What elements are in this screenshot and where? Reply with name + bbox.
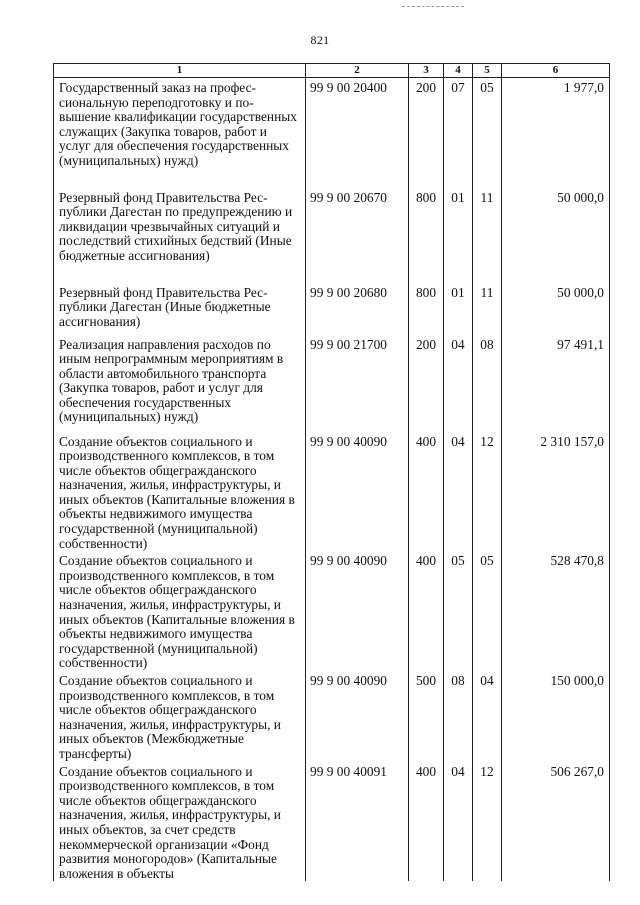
expense-name: Создание объектов социального и производственного комплексов, в том числе объектов общегражданского назначения, жилья, инфраструктуры, и иных объектов (Капитальные вложения в объекты недвижимого имущества государственной (муниципальной) собственности) — [54, 551, 306, 671]
subsection-code: 05 — [473, 78, 502, 188]
table-row — [54, 78, 610, 188]
table-row — [54, 671, 610, 762]
column-header-1: 1 — [54, 64, 306, 78]
expense-name: Государственный заказ на профессиональную переподготовку и повышение квалификации государственных служащих (Закупка товаров, работ и услуг для обеспечения государственных (муниципальных) нужд) — [54, 78, 306, 188]
section-code: 08 — [444, 671, 473, 762]
page-number: 821 — [310, 33, 330, 47]
amount: 150 000,0 — [502, 671, 610, 762]
amount: 97 491,1 — [502, 335, 610, 432]
amount: 528 470,8 — [502, 551, 610, 671]
subsection-code: 08 — [473, 335, 502, 432]
subsection-code: 05 — [473, 551, 502, 671]
target-code: 99 9 00 40091 — [306, 762, 409, 882]
expense-type-code: 500 — [409, 671, 444, 762]
subsection-code: 12 — [473, 432, 502, 552]
subsection-code: 11 — [473, 188, 502, 283]
expense-name: Резервный фонд Правительства Республики Дагестан (Иные бюджетные ассигнования) — [54, 283, 306, 335]
table-row — [54, 551, 610, 671]
column-header-6: 6 — [502, 64, 610, 78]
top-edge-rule — [402, 6, 464, 7]
expense-name: Резервный фонд Правительства Республики Дагестан по предупреждению и ликвидации чрезвычайных ситуаций и последствий стихийных бедствий (Иные бюджетные ассигнования) — [54, 188, 306, 283]
expense-type-code: 200 — [409, 335, 444, 432]
table-row — [54, 188, 610, 283]
target-code: 99 9 00 40090 — [306, 671, 409, 762]
section-code: 07 — [444, 78, 473, 188]
expense-type-code: 400 — [409, 762, 444, 882]
table-row — [54, 432, 610, 552]
target-code: 99 9 00 20670 — [306, 188, 409, 283]
section-code: 04 — [444, 762, 473, 882]
budget-table — [53, 63, 610, 881]
expense-name: Реализация направления расходов по иным непрограммным мероприятиям в области автомобильного транспорта (Закупка товаров, работ и услуг для обеспечения государственных (муниципальных) нужд) — [54, 335, 306, 432]
amount: 2 310 157,0 — [502, 432, 610, 552]
amount: 50 000,0 — [502, 188, 610, 283]
target-code: 99 9 00 40090 — [306, 551, 409, 671]
table-body — [54, 78, 610, 882]
section-code: 05 — [444, 551, 473, 671]
expense-type-code: 400 — [409, 432, 444, 552]
section-code: 01 — [444, 188, 473, 283]
expense-type-code: 800 — [409, 283, 444, 335]
table-row — [54, 335, 610, 432]
expense-type-code: 800 — [409, 188, 444, 283]
amount: 50 000,0 — [502, 283, 610, 335]
section-code: 04 — [444, 335, 473, 432]
expense-name: Создание объектов социального и производственного комплексов, в том числе объектов общегражданского назначения, жилья, инфраструктуры, и иных объектов, за счет средств некоммерческой организации «Фонд развития моногородов» (Капитальные вложения в объекты — [54, 762, 306, 882]
expense-name: Создание объектов социального и производственного комплексов, в том числе объектов общегражданского назначения, жилья, инфраструктуры, и иных объектов (Межбюджетные трансферты) — [54, 671, 306, 762]
column-header-3: 3 — [409, 64, 444, 78]
section-code: 01 — [444, 283, 473, 335]
header-row — [54, 64, 610, 78]
subsection-code: 12 — [473, 762, 502, 882]
expense-type-code: 400 — [409, 551, 444, 671]
table-row — [54, 283, 610, 335]
expense-type-code: 200 — [409, 78, 444, 188]
column-header-2: 2 — [306, 64, 409, 78]
section-code: 04 — [444, 432, 473, 552]
subsection-code: 11 — [473, 283, 502, 335]
amount: 1 977,0 — [502, 78, 610, 188]
target-code: 99 9 00 21700 — [306, 335, 409, 432]
target-code: 99 9 00 40090 — [306, 432, 409, 552]
target-code: 99 9 00 20680 — [306, 283, 409, 335]
subsection-code: 04 — [473, 671, 502, 762]
target-code: 99 9 00 20400 — [306, 78, 409, 188]
table-header — [54, 64, 610, 78]
column-header-4: 4 — [444, 64, 473, 78]
table-row — [54, 762, 610, 882]
amount: 506 267,0 — [502, 762, 610, 882]
expense-name: Создание объектов социального и производственного комплексов, в том числе объектов общегражданского назначения, жилья, инфраструктуры, и иных объектов (Капитальные вложения в объекты недвижимого имущества государственной (муниципальной) собственности) — [54, 432, 306, 552]
column-header-5: 5 — [473, 64, 502, 78]
